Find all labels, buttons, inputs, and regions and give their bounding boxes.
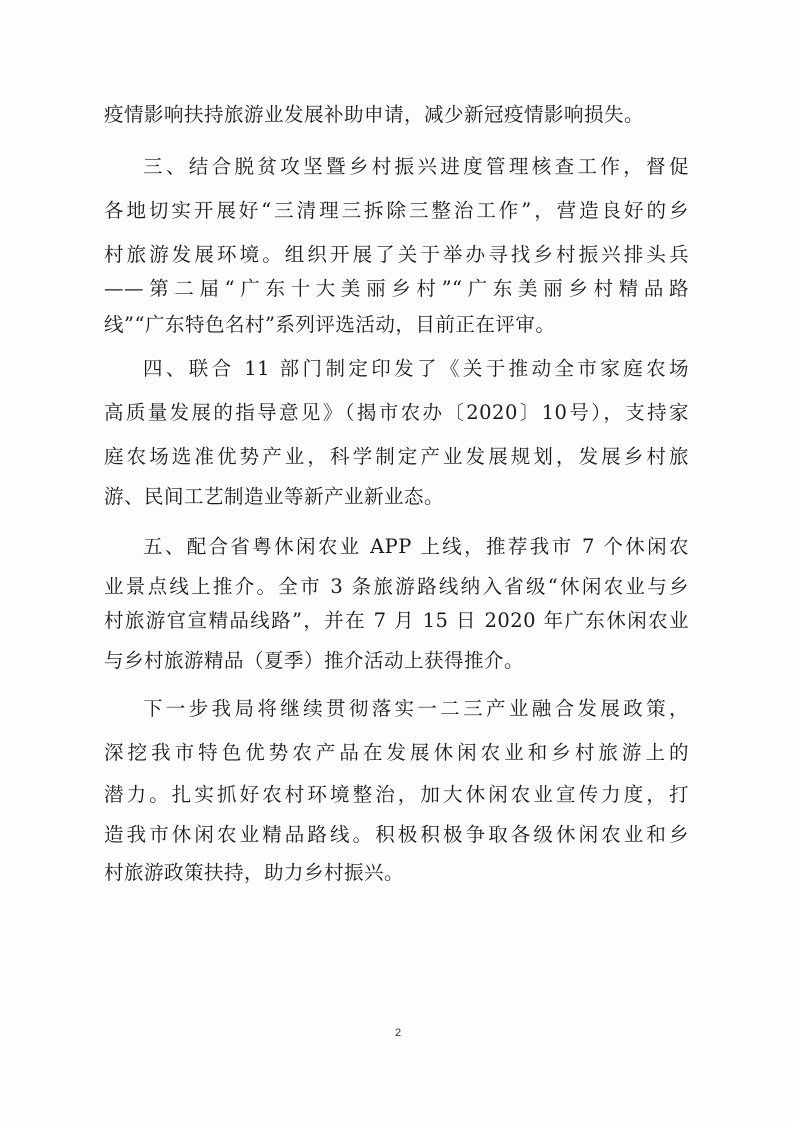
paragraph-line: 四、联合 11 部门制定印发了《关于推动全市家庭农场: [143, 357, 689, 380]
paragraph-line: 各地切实开展好“三清理三拆除三整治工作”，营造良好的乡: [104, 199, 689, 222]
paragraph-line: 庭农场选准优势产业，科学制定产业发展规划，发展乡村旅: [104, 445, 689, 468]
paragraph-line: 业景点线上推介。全市 3 条旅游路线纳入省级“休闲农业与乡: [104, 575, 689, 598]
paragraph-line: 造我市休闲农业精品路线。积极积极争取各级休闲农业和乡: [104, 823, 689, 846]
page-number: 2: [394, 1027, 402, 1039]
paragraph-line: 三、结合脱贫攻坚暨乡村振兴进度管理核查工作，督促: [143, 155, 689, 178]
paragraph-line: 游、民间工艺制造业等新产业新业态。: [104, 485, 445, 508]
paragraph-line: 疫情影响扶持旅游业发展补助申请，减少新冠疫情影响损失。: [104, 103, 645, 126]
paragraph-line: 线”“广东特色名村”系列评选活动，目前正在评审。: [104, 313, 556, 336]
paragraph-line: 与乡村旅游精品（夏季）推介活动上获得推介。: [104, 649, 525, 672]
paragraph-line: 村旅游政策扶持，助力乡村振兴。: [104, 861, 405, 884]
paragraph-line: ——第二届“广东十大美丽乡村”“广东美丽乡村精品路: [104, 277, 689, 300]
paragraph-line: 五、配合省粤休闲农业 APP 上线，推荐我市 7 个休闲农: [143, 535, 689, 558]
paragraph-line: 村旅游官宣精品线路”，并在 7 月 15 日 2020 年广东休闲农业: [104, 609, 689, 632]
paragraph-line: 下一步我局将继续贯彻落实一二三产业融合发展政策，: [143, 697, 689, 720]
paragraph-line: 村旅游发展环境。组织开展了关于举办寻找乡村振兴排头兵: [104, 243, 689, 266]
paragraph-line: 深挖我市特色优势农产品在发展休闲农业和乡村旅游上的: [104, 741, 689, 764]
paragraph-line: 潜力。扎实抓好农村环境整治，加大休闲农业宣传力度，打: [104, 783, 689, 806]
paragraph-line: 高质量发展的指导意见》（揭市农办〔2020〕10号），支持家: [104, 401, 689, 424]
